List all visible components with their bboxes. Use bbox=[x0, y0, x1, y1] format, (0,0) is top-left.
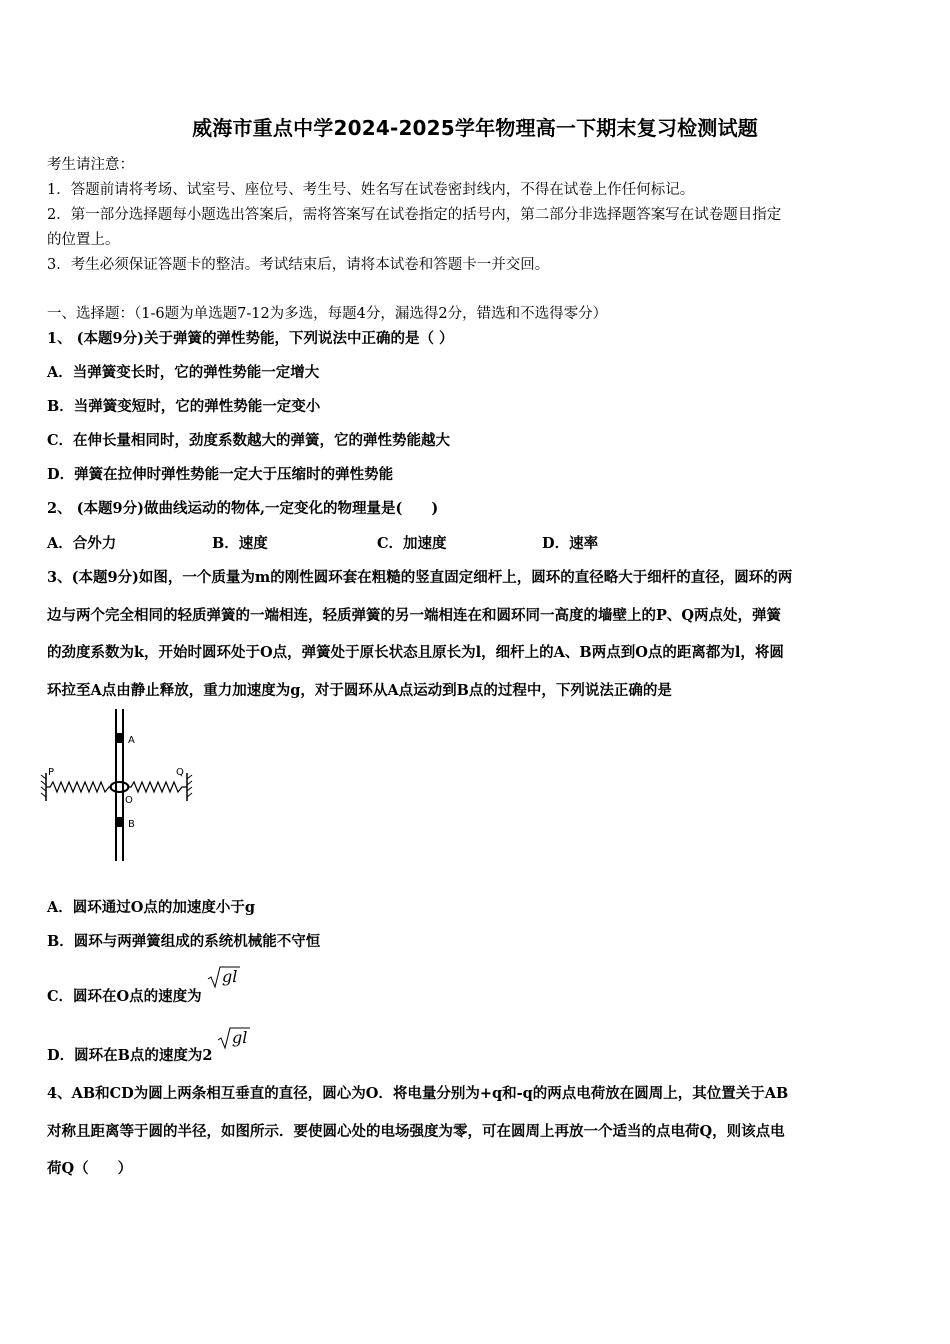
q3-option-a: A．圆环通过O点的加速度小于g bbox=[47, 899, 256, 916]
q1-stem: 1、 (本题9分)关于弹簧的弹性势能，下列说法中正确的是（ ） bbox=[47, 330, 454, 347]
sqrt-gl-text-2: gl bbox=[232, 1028, 248, 1047]
q4-line-1: 4、AB和CD为圆上两条相互垂直的直径，圆心为O．将电量分别为+q和-q的两点电荷放在圆周上，其位置关于AB bbox=[47, 1085, 789, 1102]
label-b: B bbox=[128, 819, 135, 830]
spring-ring-figure bbox=[40, 705, 200, 867]
sqrt-gl-symbol bbox=[207, 965, 241, 991]
q3-option-c bbox=[47, 967, 241, 1006]
q2-stem: 2、 (本题9分)做曲线运动的物体,一定变化的物理量是( ) bbox=[47, 500, 439, 517]
notice-item-2-cont: 的位置上。 bbox=[47, 232, 120, 248]
q1-option-b: B．当弹簧变短时，它的弹性势能一定变小 bbox=[47, 398, 321, 415]
label-p: P bbox=[48, 767, 55, 778]
notice-heading: 考生请注意： bbox=[47, 157, 134, 173]
q4-line-2: 对称且距离等于圆的半径，如图所示．要使圆心处的电场强度为零，可在圆周上再放一个适当的点电荷Q，则该点电 bbox=[47, 1123, 785, 1140]
q1-option-a: A．当弹簧变长时，它的弹性势能一定增大 bbox=[47, 364, 320, 381]
section-heading: 一、选择题：（1-6题为单选题7-12为多选，每题4分，漏选得2分，错选和不选得零分） bbox=[47, 306, 608, 322]
q2-options bbox=[47, 532, 598, 553]
page-title: 威海市重点中学2024-2025学年物理高一下期末复习检测试题 bbox=[192, 116, 758, 140]
q3-line-2: 边与两个完全相同的轻质弹簧的一端相连，轻质弹簧的另一端相连在和圆环同一高度的墙壁上的P、Q两点处，弹簧 bbox=[47, 607, 782, 624]
sqrt-gl-symbol-2 bbox=[217, 1026, 251, 1052]
q3-line-1: 3、(本题9分)如图，一个质量为m的刚性圆环套在粗糙的竖直固定细杆上，圆环的直径略大于细杆的直径，圆环的两 bbox=[47, 569, 793, 586]
notice-item-3: 3．考生必须保证答题卡的整洁。考试结束后，请将本试卷和答题卡一并交回。 bbox=[47, 257, 550, 273]
q3-option-c-text: C．圆环在O点的速度为 bbox=[47, 988, 202, 1005]
q2-option-a: A．合外力 bbox=[47, 535, 117, 552]
label-o: O bbox=[125, 795, 133, 806]
label-a: A bbox=[128, 735, 135, 746]
q3-option-d-text: D．圆环在B点的速度为2 bbox=[47, 1047, 213, 1064]
q1-option-c: C．在伸长量相同时，劲度系数越大的弹簧，它的弹性势能越大 bbox=[47, 432, 451, 449]
notice-item-2: 2．第一部分选择题每小题选出答案后，需将答案写在试卷指定的括号内，第二部分非选择题答案写在试卷题目指定 bbox=[47, 207, 782, 223]
q3-option-d bbox=[47, 1028, 251, 1065]
q2-option-c: C．加速度 bbox=[377, 535, 447, 552]
sqrt-gl-text: gl bbox=[221, 967, 238, 986]
q3-line-4: 环拉至A点由静止释放，重力加速度为g，对于圆环从A点运动到B点的过程中，下列说法正确的是 bbox=[47, 682, 672, 699]
q2-option-b: B．速度 bbox=[212, 535, 268, 552]
notice-item-1: 1．答题前请将考场、试室号、座位号、考生号、姓名写在试卷密封线内，不得在试卷上作任何标记。 bbox=[47, 182, 695, 198]
q2-option-d: D．速率 bbox=[542, 535, 599, 552]
q4-line-3: 荷Q（ ） bbox=[47, 1160, 133, 1177]
q3-line-3: 的劲度系数为k，开始时圆环处于O点，弹簧处于原长状态且原长为l，细杆上的A、B两点到O点的距离都为l，将圆 bbox=[47, 644, 784, 661]
q3-option-b: B．圆环与两弹簧组成的系统机械能不守恒 bbox=[47, 933, 321, 950]
q1-option-d: D．弹簧在拉伸时弹性势能一定大于压缩时的弹性势能 bbox=[47, 466, 394, 483]
label-q: Q bbox=[176, 767, 184, 778]
